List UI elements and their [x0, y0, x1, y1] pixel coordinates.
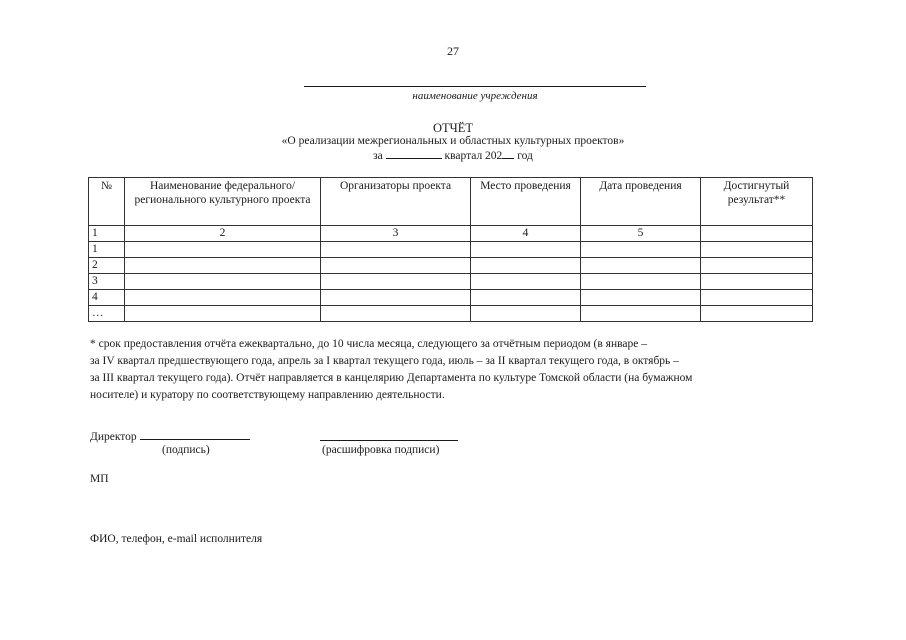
signature-line — [140, 429, 250, 440]
row-label: 1 — [89, 242, 125, 258]
header-number: № — [89, 178, 125, 226]
footnote — [90, 336, 780, 404]
table-row — [89, 274, 813, 290]
header-project-name: Наименование федерального/регионального культурного проекта — [125, 178, 321, 226]
header-result: Достигнутый результат** — [701, 178, 813, 226]
signature-decoding-caption: (расшифровка подписи) — [322, 444, 440, 456]
quarter-blank — [386, 149, 442, 159]
table-cell: 3 — [321, 226, 471, 242]
director-label: Директор — [90, 431, 137, 443]
table-cell: 1 — [89, 226, 125, 242]
period-prefix: за — [373, 150, 383, 162]
header-location: Место проведения — [471, 178, 581, 226]
table-cell[interactable] — [581, 306, 701, 322]
table-row — [89, 258, 813, 274]
table-row — [89, 306, 813, 322]
table-cell[interactable] — [471, 274, 581, 290]
table-cell[interactable] — [471, 306, 581, 322]
table-cell[interactable] — [125, 290, 321, 306]
page-number: 27 — [447, 44, 459, 58]
table-row — [89, 242, 813, 258]
table-cell[interactable] — [321, 290, 471, 306]
period-suffix: год — [517, 150, 533, 162]
report-period — [0, 149, 906, 162]
row-label: 4 — [89, 290, 125, 306]
table-cell: 4 — [471, 226, 581, 242]
table-cell[interactable] — [125, 242, 321, 258]
table-row — [89, 290, 813, 306]
footnote-line: за IV квартал предшествующего года, апрель за I квартал текущего года, июль – за II квартал текущего года, в октябрь – — [90, 355, 679, 367]
table-cell[interactable] — [471, 258, 581, 274]
table-cell[interactable] — [701, 306, 813, 322]
table-cell: 5 — [581, 226, 701, 242]
row-label: 3 — [89, 274, 125, 290]
table-header-row — [89, 178, 813, 226]
table-cell[interactable] — [701, 258, 813, 274]
table-cell[interactable] — [701, 274, 813, 290]
table-cell[interactable] — [581, 274, 701, 290]
table-cell: 2 — [125, 226, 321, 242]
column-number-row — [89, 226, 813, 242]
header-organizers: Организаторы проекта — [321, 178, 471, 226]
report-title: ОТЧЁТ — [432, 121, 474, 135]
footnote-line: носителе) и куратору по соответствующему направлению деятельности. — [90, 389, 445, 401]
table-cell[interactable] — [581, 258, 701, 274]
row-label: 2 — [89, 258, 125, 274]
report-table — [88, 177, 813, 322]
table-cell[interactable] — [701, 290, 813, 306]
table-cell[interactable] — [125, 274, 321, 290]
row-label: … — [89, 306, 125, 322]
signature-decoding-line — [320, 440, 458, 441]
table-cell[interactable] — [321, 242, 471, 258]
stamp-place: МП — [90, 473, 109, 485]
table-cell[interactable] — [471, 242, 581, 258]
table-cell[interactable] — [581, 242, 701, 258]
report-subtitle: «О реализации межрегиональных и областных культурных проектов» — [281, 135, 625, 147]
header-date: Дата проведения — [581, 178, 701, 226]
footnote-line: * срок предоставления отчёта ежеквартально, до 10 числа месяца, следующего за отчётным периодом (в январе – — [90, 338, 647, 350]
table-cell[interactable] — [125, 306, 321, 322]
table-cell[interactable] — [581, 290, 701, 306]
signature-caption: (подпись) — [162, 444, 210, 456]
table-cell[interactable] — [321, 306, 471, 322]
signature-row — [90, 429, 250, 443]
period-middle: квартал 202 — [444, 150, 503, 162]
organization-caption: наименование учреждения — [412, 90, 538, 102]
year-blank — [502, 149, 514, 159]
organization-name-line — [304, 86, 646, 87]
table-cell[interactable] — [321, 274, 471, 290]
table-cell[interactable] — [701, 242, 813, 258]
table-cell[interactable] — [471, 290, 581, 306]
table-cell[interactable] — [321, 258, 471, 274]
executor-info: ФИО, телефон, e-mail исполнителя — [90, 533, 263, 545]
table-cell — [701, 226, 813, 242]
footnote-line: за III квартал текущего года). Отчёт направляется в канцелярию Департамента по культуре Томской области (на бумажном — [90, 372, 693, 384]
table-cell[interactable] — [125, 258, 321, 274]
